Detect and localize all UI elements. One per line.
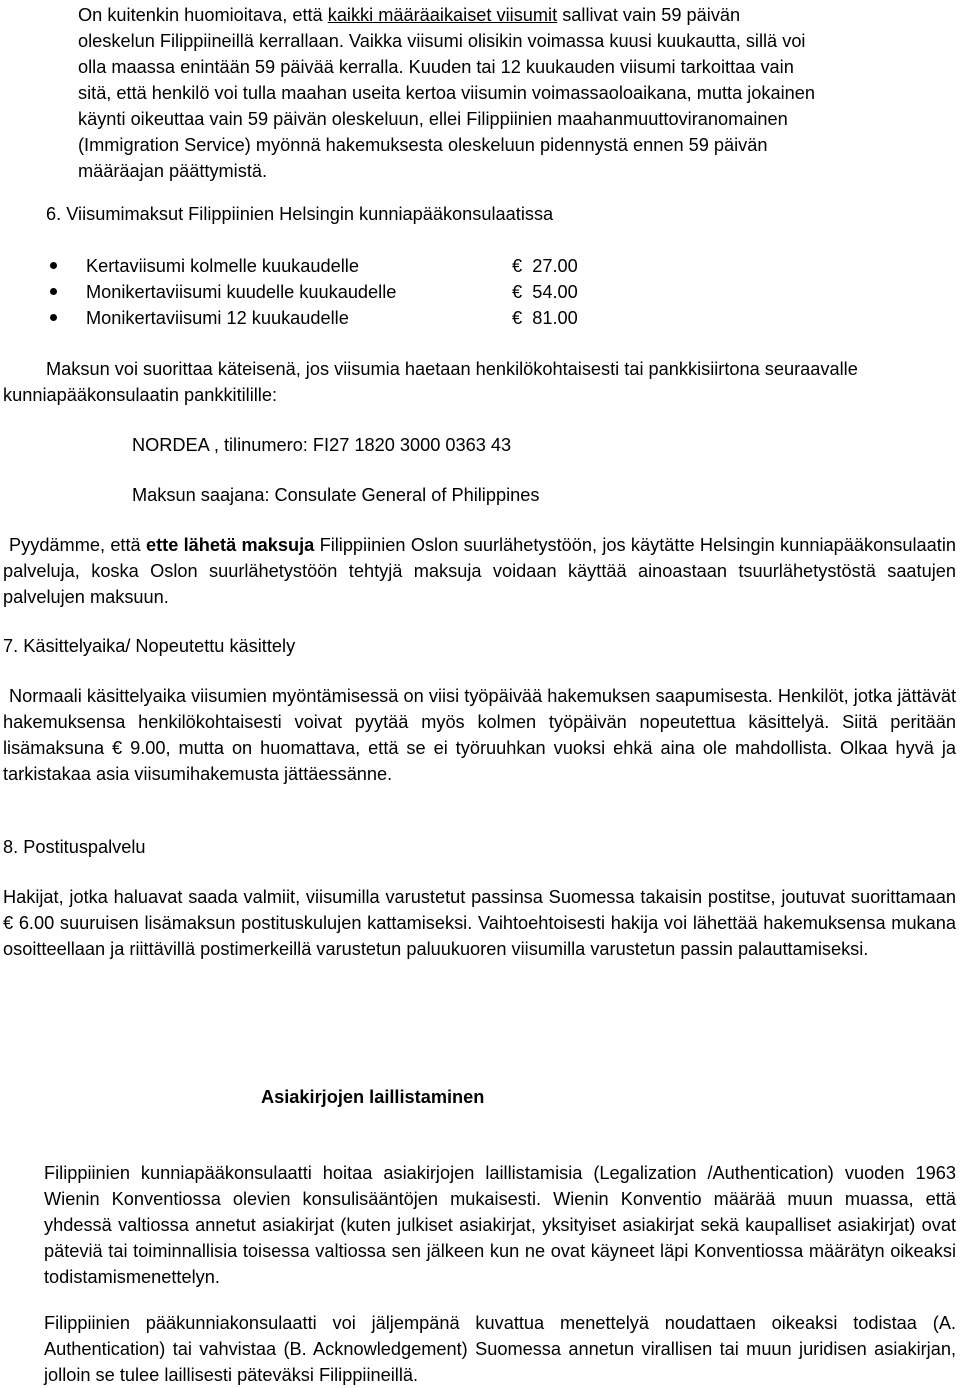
fee-label: Monikertaviisumi 12 kuukaudelle [86,308,349,328]
intro-paragraph [78,2,958,184]
fee-amount: € 54.00 [512,282,578,302]
intro-line-1: On kuitenkin huomioitava, että kaikki määräaikaiset viisumit sallivat vain 59 päivän [78,5,741,25]
euro-sign: € [512,308,523,328]
processing-paragraph: Normaali käsittelyaika viisumien myöntämisessä on viisi työpäivää hakemuksen saapumisesta. Henkilöt, jotka jättävät hakemuksensa henkilökohtaisesti voivat pyytää myös kolmen työpäivän nopeutettua käsittelyä. Siitä peritään lisämaksuna € 9.00, mutta on huomattava, että se ei työruuhkan vuoksi ehkä aina ole mahdollista. Olkaa hyvä ja tarkistakaa asia viisumihakemusta jättäessänne. [3,686,956,784]
fixed-term-visas-link[interactable]: kaikki määräaikaiset viisumit [327,5,558,25]
euro-sign: € [112,738,123,758]
section-6-heading: 6. Viisumimaksut Filippiinien Helsingin kunniapääkonsulaatissa [46,204,554,224]
bullet-icon [50,288,57,295]
mailing-paragraph: Hakijat, jotka haluavat saada valmiit, viisumilla varustetut passinsa Suomessa takaisin postitse, joutuvat suorittamaan € 6.00 suuruisen lisämaksun postituskulujen kattamiseksi. Vaihtoehtoisesti hakija voi lähettää hakemuksensa mukana osoitteellaan ja riittävillä postimerkeillä varustetun paluukuoren viisumilla varustetun passin palauttamiseksi. [3,887,956,959]
payment-paragraph: Maksun voi suorittaa käteisenä, jos viisumia haetaan henkilökohtaisesti tai pankkisiirtona seuraavalle kunniapääkonsulaatin pankkitilille: [3,359,858,405]
fee-amount: € 27.00 [512,256,578,276]
euro-sign: € [512,256,523,276]
intro-line-4: sitä, että henkilö voi tulla maahan useita kertoa viisumin voimassaoloaikana, mutta jokainen [78,83,815,103]
fee-amount: € 81.00 [512,308,578,328]
intro-line-3: olla maassa enintään 59 päivää kerralla. Kuuden tai 12 kuukauden viisumi tarkoittaa vain [78,57,794,77]
intro-line-5: käynti oikeuttaa vain 59 päivän oleskeluun, ellei Filippiinien maahanmuuttoviranomainen [78,109,788,129]
intro-line-2: oleskelun Filippiineillä kerrallaan. Vaikka viisumi olisikin voimassa kuusi kuukautta, sillä voi [78,31,806,51]
fee-label: Kertaviisumi kolmelle kuukaudelle [86,256,359,276]
payment-notice: Pyydämme, että ette lähetä maksuja Filippiinien Oslon suurlähetystöön, jos käytätte Helsingin kunniapääkonsulaatin palveluja, koska Oslon suurlähetystöön tehtyjä maksuja voidaan käyttää ainoastaan tsuurlähetystöstä saatujen palvelujen maksuun. [3,535,956,607]
intro-line-6: (Immigration Service) myönnä hakemuksesta oleskeluun pidennystä ennen 59 päivän [78,135,768,155]
bullet-icon [50,314,57,321]
intro-line-7: määräajan päättymistä. [78,161,268,181]
euro-sign: € [3,913,14,933]
section-8-heading: 8. Postituspalvelu [3,837,146,857]
bullet-icon [50,262,57,269]
legalization-heading: Asiakirjojen laillistaminen [261,1087,485,1107]
section-7-heading: 7. Käsittelyaika/ Nopeutettu käsittely [3,636,296,656]
bank-account: NORDEA , tilinumero: FI27 1820 3000 0363 43 [132,435,512,455]
legalization-paragraph-1: Filippiinien kunniapääkonsulaatti hoitaa asiakirjojen laillistamisia (Legalization /Authentication) vuoden 1963 Wienin Konventiossa olevien konsulisääntöjen mukaisesti. Wienin Konventio määrää muun muassa, että yhdessä valtiossa annetut asiakirjat (kuten julkiset asiakirjat, yksityiset asiakirjat sekä kaupalliset asiakirjat) ovat päteviä tai toiminnallisia toisessa valtiossa sen jälkeen kun ne ovat käyneet läpi Konventiossa määrätyn oikeaksi todistamismenettelyn. [44,1163,956,1287]
payee: Maksun saajana: Consulate General of Philippines [132,485,540,505]
fee-label: Monikertaviisumi kuudelle kuukaudelle [86,282,397,302]
legalization-paragraph-2: Filippiinien pääkunniakonsulaatti voi jäljempänä kuvattua menettelyä noudattaen oikeaksi todistaa (A. Authentication) tai vahvistaa (B. Acknowledgement) Suomessa annetun virallisen tai muun juridisen asiakirjan, jolloin se tulee laillisesti päteväksi Filippiineillä. [44,1313,956,1385]
euro-sign: € [512,282,523,302]
notice-emphasis: ette lähetä maksuja [145,535,315,555]
